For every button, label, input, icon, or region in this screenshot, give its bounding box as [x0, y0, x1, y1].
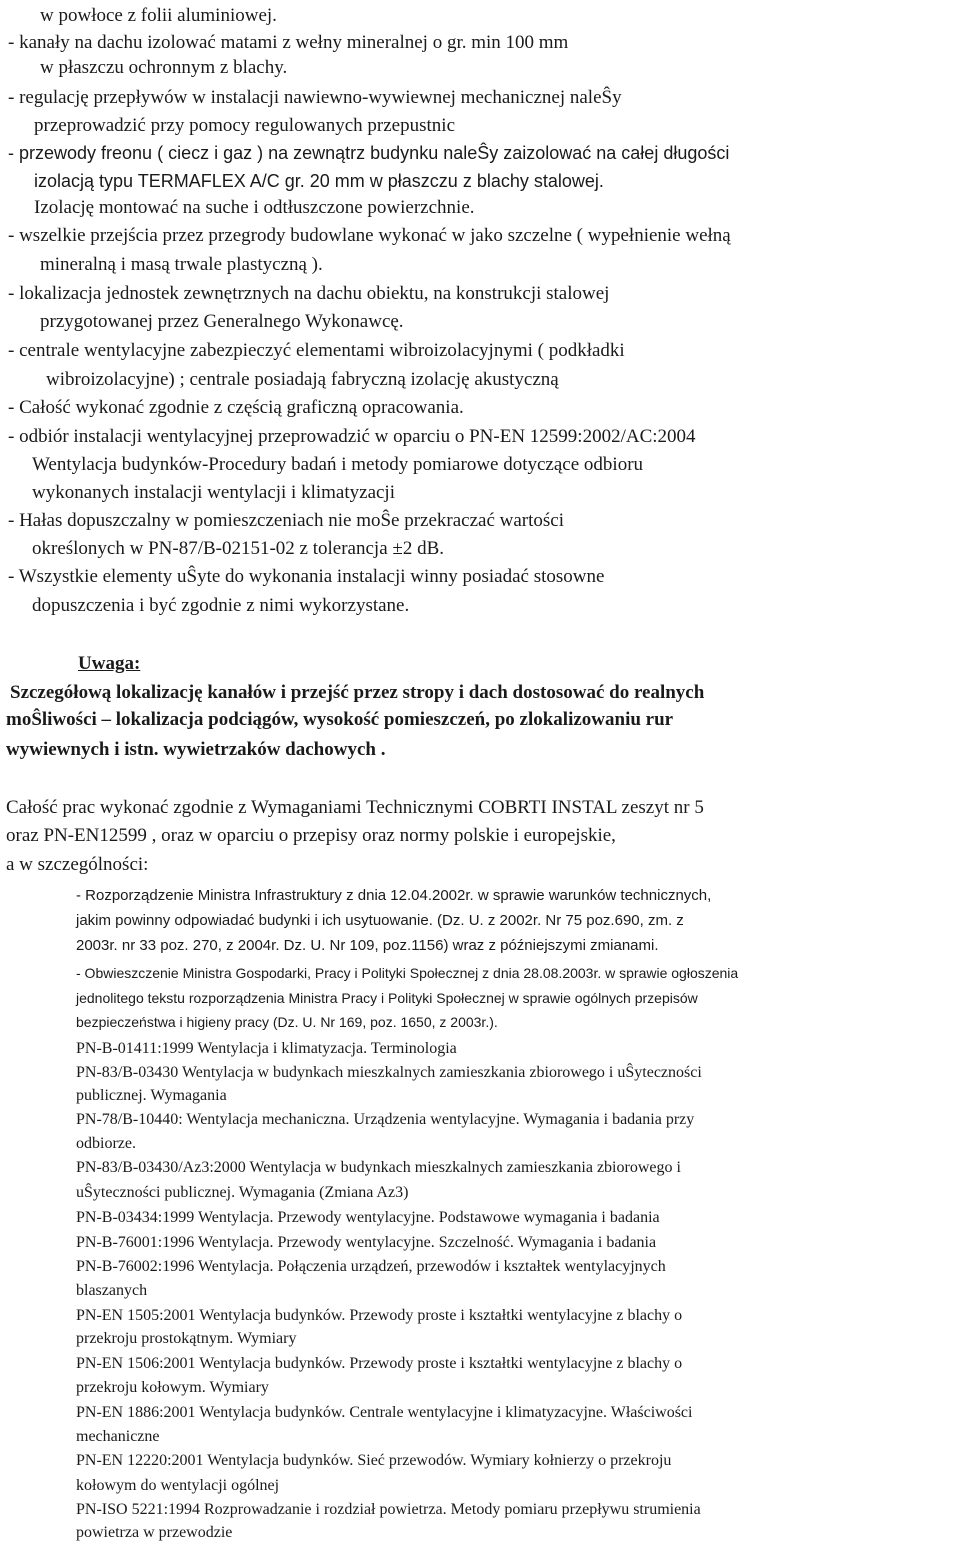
norm-line: uŜyteczności publicznej. Wymagania (Zmiana Az3) — [76, 1184, 409, 1201]
regulation-line: - Rozporządzenie Ministra Infrastruktury z dnia 12.04.2002r. w sprawie warunków technicznych, — [76, 887, 712, 904]
norm-line: PN-B-01411:1999 Wentylacja i klimatyzacja. Terminologia — [76, 1040, 457, 1057]
text-line: przygotowanej przez Generalnego Wykonawcę. — [40, 311, 404, 332]
text-line: przeprowadzić przy pomocy regulowanych przepustnic — [34, 115, 455, 136]
norm-line: PN-78/B-10440: Wentylacja mechaniczna. Urządzenia wentylacyjne. Wymagania i badania przy — [76, 1111, 695, 1128]
list-item: - kanały na dachu izolować matami z wełny mineralnej o gr. min 100 mm — [8, 32, 569, 53]
norm-line: mechaniczne — [76, 1428, 160, 1445]
list-item: - regulację przepływów w instalacji nawiewno-wywiewnej mechanicznej naleŜy — [8, 87, 622, 108]
regulation-line: 2003r. nr 33 poz. 270, z 2004r. Dz. U. Nr 109, poz.1156) wraz z późniejszymi zmianami. — [76, 937, 659, 954]
text-line: wykonanych instalacji wentylacji i klimatyzacji — [32, 482, 395, 503]
text-line: a w szczególności: — [6, 854, 149, 875]
regulation-line: - Obwieszczenie Ministra Gospodarki, Pracy i Polityki Społecznej z dnia 28.08.2003r. w sprawie ogłoszenia — [76, 965, 739, 981]
list-item: - Całość wykonać zgodnie z częścią graficzną opracowania. — [8, 397, 464, 418]
list-item: - lokalizacja jednostek zewnętrznych na dachu obiektu, na konstrukcji stalowej — [8, 283, 610, 304]
text-line: izolacją typu TERMAFLEX A/C gr. 20 mm w płaszczu z blachy stalowej. — [34, 171, 604, 191]
norm-line: odbiorze. — [76, 1135, 136, 1152]
norm-line: przekroju prostokątnym. Wymiary — [76, 1330, 297, 1347]
norm-line: kołowym do wentylacji ogólnej — [76, 1477, 280, 1494]
text-line: mineralną i masą trwale plastyczną ). — [40, 254, 323, 275]
text-line: w powłoce z folii aluminiowej. — [40, 5, 277, 26]
norm-line: powietrza w przewodzie — [76, 1524, 233, 1541]
text-line: Wentylacja budynków-Procedury badań i metody pomiarowe dotyczące odbioru — [32, 454, 644, 475]
norm-line: PN-83/B-03430 Wentylacja w budynkach mieszkalnych zamieszkania zbiorowego i uŜyteczności — [76, 1064, 702, 1081]
text-line: wibroizolacyjne) ; centrale posiadają fabryczną izolację akustyczną — [46, 369, 559, 390]
text-line: dopuszczenia i być zgodnie z nimi wykorzystane. — [32, 595, 410, 616]
norm-line: PN-B-76001:1996 Wentylacja. Przewody wentylacyjne. Szczelność. Wymagania i badania — [76, 1234, 657, 1251]
note-text: Szczegółową lokalizację kanałów i przejść przez stropy i dach dostosować do realnych — [10, 682, 705, 703]
norm-line: blaszanych — [76, 1282, 148, 1299]
regulation-line: jakim powinny odpowiadać budynki i ich usytuowanie. (Dz. U. z 2002r. Nr 75 poz.690, zm. z — [76, 912, 684, 929]
text-line: w płaszczu ochronnym z blachy. — [40, 57, 288, 78]
norm-line: PN-EN 1505:2001 Wentylacja budynków. Przewody proste i kształtki wentylacyjne z blachy o — [76, 1307, 683, 1324]
list-item: - przewody freonu ( ciecz i gaz ) na zewnątrz budynku naleŜy zaizolować na całej długości — [8, 143, 730, 163]
norm-line: PN-EN 1886:2001 Wentylacja budynków. Centrale wentylacyjne i klimatyzacyjne. Właściwości — [76, 1404, 693, 1421]
regulation-line: jednolitego tekstu rozporządzenia Ministra Pracy i Polityki Społecznej w sprawie ogólnych przepisów — [76, 990, 698, 1006]
note-text: moŜliwości – lokalizacja podciągów, wysokość pomieszczeń, po zlokalizowaniu rur — [6, 709, 674, 730]
list-item: - wszelkie przejścia przez przegrody budowlane wykonać w jako szczelne ( wypełnienie wełną — [8, 225, 731, 246]
list-item: - Hałas dopuszczalny w pomieszczeniach nie moŜe przekraczać wartości — [8, 510, 565, 531]
norm-line: PN-B-76002:1996 Wentylacja. Połączenia urządzeń, przewodów i kształtek wentylacyjnych — [76, 1258, 666, 1275]
norm-line: PN-ISO 5221:1994 Rozprowadzanie i rozdział powietrza. Metody pomiaru przepływu strumienia — [76, 1501, 701, 1518]
note-heading: Uwaga: — [78, 653, 141, 674]
list-item: - odbiór instalacji wentylacyjnej przeprowadzić w oparciu o PN-EN 12599:2002/AC:2004 — [8, 426, 696, 447]
list-item: - centrale wentylacyjne zabezpieczyć elementami wibroizolacyjnymi ( podkładki — [8, 340, 625, 361]
regulation-line: bezpieczeństwa i higieny pracy (Dz. U. Nr 169, poz. 1650, z 2003r.). — [76, 1014, 498, 1030]
text-line: Całość prac wykonać zgodnie z Wymaganiami Technicznymi COBRTI INSTAL zeszyt nr 5 — [6, 797, 704, 818]
norm-line: PN-EN 12220:2001 Wentylacja budynków. Sieć przewodów. Wymiary kołnierzy o przekroju — [76, 1452, 672, 1469]
text-line: określonych w PN-87/B-02151-02 z tolerancja ±2 dB. — [32, 538, 444, 559]
norm-line: PN-EN 1506:2001 Wentylacja budynków. Przewody proste i kształtki wentylacyjne z blachy o — [76, 1355, 683, 1372]
norm-line: PN-83/B-03430/Az3:2000 Wentylacja w budynkach mieszkalnych zamieszkania zbiorowego i — [76, 1159, 681, 1176]
norm-line: przekroju kołowym. Wymiary — [76, 1379, 269, 1396]
text-line: oraz PN-EN12599 , oraz w oparciu o przepisy oraz normy polskie i europejskie, — [6, 825, 616, 846]
norm-line: publicznej. Wymagania — [76, 1087, 227, 1104]
list-item: - Wszystkie elementy uŜyte do wykonania instalacji winny posiadać stosowne — [8, 566, 605, 587]
text-line: Izolację montować na suche i odtłuszczone powierzchnie. — [34, 197, 475, 218]
note-text: wywiewnych i istn. wywietrzaków dachowych . — [6, 739, 386, 760]
norm-line: PN-B-03434:1999 Wentylacja. Przewody wentylacyjne. Podstawowe wymagania i badania — [76, 1209, 660, 1226]
